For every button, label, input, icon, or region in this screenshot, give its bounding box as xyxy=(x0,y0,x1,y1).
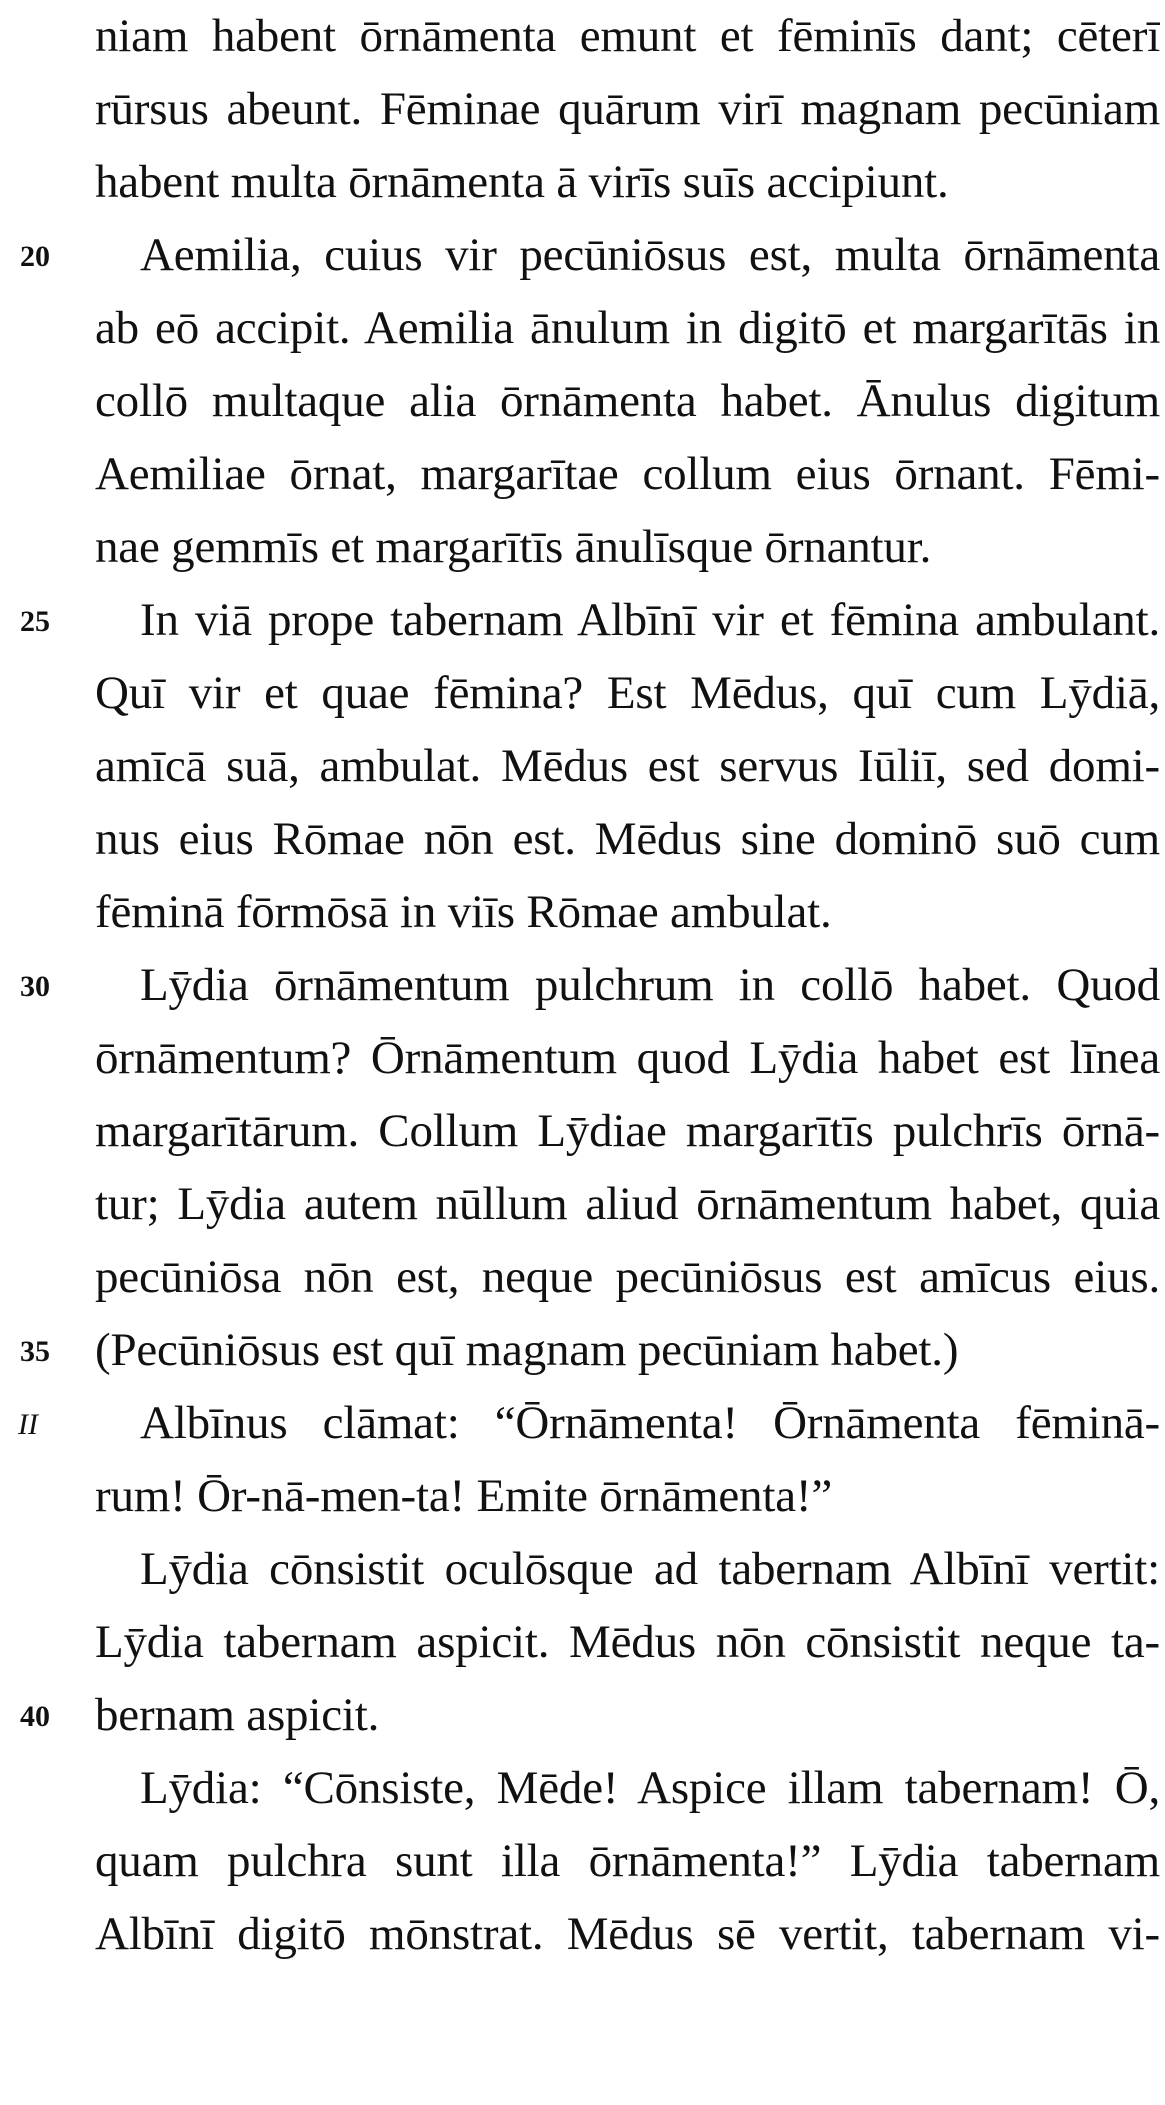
line-text: pecūniōsa nōn est, neque pecūniōsus est amīcus eius. xyxy=(95,1251,1160,1303)
text-line xyxy=(0,1900,1165,1973)
line-text: Albīnī digitō mōnstrat. Mēdus sē vertit, tabernam vi- xyxy=(95,1908,1160,1960)
line-text: nae gemmīs et margarītīs ānulīsque ōrnantur. xyxy=(95,521,932,573)
line-text: rūrsus abeunt. Fēminae quārum virī magnam pecūniam xyxy=(95,83,1160,135)
line-text: Lȳdia: “Cōnsiste, Mēde! Aspice illam tabernam! Ō, xyxy=(140,1762,1160,1814)
text-line xyxy=(0,1024,1165,1097)
line-text: rum! Ōr-nā-men-ta! Emite ōrnāmenta!” xyxy=(95,1470,832,1522)
text-line xyxy=(0,440,1165,513)
line-text: habent multa ōrnāmenta ā virīs suīs accipiunt. xyxy=(95,156,949,208)
text-line xyxy=(0,2,1165,75)
chapter-section-marker: II xyxy=(18,1408,38,1441)
text-line xyxy=(0,732,1165,805)
line-text: bernam aspicit. xyxy=(95,1689,380,1741)
line-text: ōrnāmentum? Ōrnāmentum quod Lȳdia habet est līnea xyxy=(95,1032,1160,1084)
line-text: Quī vir et quae fēmina? Est Mēdus, quī cum Lȳdiā, xyxy=(95,667,1160,719)
line-text: collō multaque alia ōrnāmenta habet. Ānulus digitum xyxy=(95,375,1160,427)
text-line xyxy=(0,367,1165,440)
text-line xyxy=(0,1170,1165,1243)
line-number: 30 xyxy=(20,970,50,1003)
line-text: niam habent ōrnāmenta emunt et fēminīs dant; cēterī xyxy=(95,10,1160,62)
text-line xyxy=(0,294,1165,367)
text-line xyxy=(0,586,1165,659)
line-text: Aemiliae ōrnat, margarītae collum eius ōrnant. Fēmi- xyxy=(95,448,1160,500)
line-number: 35 xyxy=(20,1335,50,1368)
text-line xyxy=(0,1097,1165,1170)
text-line xyxy=(0,805,1165,878)
text-line xyxy=(0,1535,1165,1608)
text-line xyxy=(0,513,1165,586)
line-number: 25 xyxy=(20,605,50,638)
text-line xyxy=(0,951,1165,1024)
line-text: Lȳdia cōnsistit oculōsque ad tabernam Albīnī vertit: xyxy=(140,1543,1160,1595)
text-line xyxy=(0,1243,1165,1316)
line-text: fēminā fōrmōsā in viīs Rōmae ambulat. xyxy=(95,886,832,938)
line-text: nus eius Rōmae nōn est. Mēdus sine dominō suō cum xyxy=(95,813,1160,865)
line-text: margarītārum. Collum Lȳdiae margarītīs pulchrīs ōrnā- xyxy=(95,1105,1160,1157)
text-line xyxy=(0,1681,1165,1754)
text-line xyxy=(0,221,1165,294)
line-text: In viā prope tabernam Albīnī vir et fēmina ambulant. xyxy=(140,594,1160,646)
text-line xyxy=(0,148,1165,221)
line-text: ab eō accipit. Aemilia ānulum in digitō et margarītās in xyxy=(95,302,1160,354)
text-line xyxy=(0,1316,1165,1389)
text-line xyxy=(0,1389,1165,1462)
line-text: Aemilia, cuius vir pecūniōsus est, multa ōrnāmenta xyxy=(140,229,1160,281)
text-line xyxy=(0,659,1165,732)
line-text: Lȳdia ōrnāmentum pulchrum in collō habet. Quod xyxy=(140,959,1160,1011)
line-number: 20 xyxy=(20,240,50,273)
line-number: 40 xyxy=(20,1700,50,1733)
text-line xyxy=(0,1754,1165,1827)
line-text: amīcā suā, ambulat. Mēdus est servus Iūliī, sed domi- xyxy=(95,740,1160,792)
line-text: tur; Lȳdia autem nūllum aliud ōrnāmentum habet, quia xyxy=(95,1178,1160,1230)
line-text: Lȳdia tabernam aspicit. Mēdus nōn cōnsistit neque ta- xyxy=(95,1616,1160,1668)
line-text: quam pulchra sunt illa ōrnāmenta!” Lȳdia tabernam xyxy=(95,1835,1160,1887)
text-line xyxy=(0,75,1165,148)
line-text: (Pecūniōsus est quī magnam pecūniam habet.) xyxy=(95,1324,959,1376)
text-line xyxy=(0,1462,1165,1535)
text-line xyxy=(0,1608,1165,1681)
text-line xyxy=(0,1827,1165,1900)
text-line xyxy=(0,878,1165,951)
line-text: Albīnus clāmat: “Ōrnāmenta! Ōrnāmenta fēminā- xyxy=(140,1397,1160,1449)
